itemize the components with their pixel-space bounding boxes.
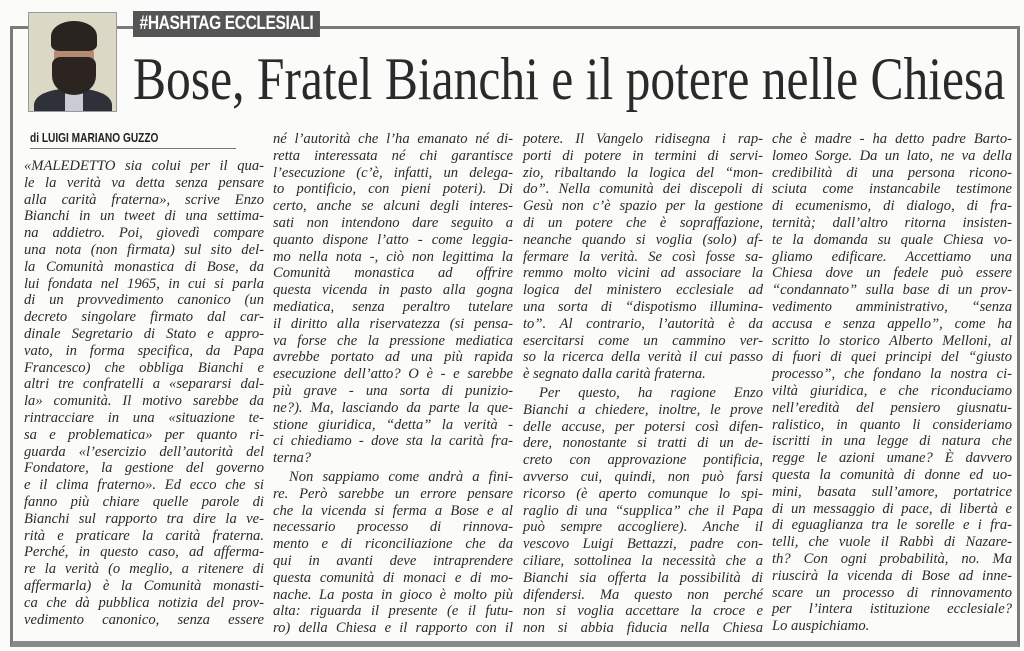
- text-line: Non sappiamo come andrà a fini-: [289, 468, 513, 485]
- text-line: sa e problematica» per quanto ri-: [24, 426, 264, 443]
- text-line: terna?: [273, 450, 312, 467]
- text-line: certo, anche se alcuni degli interes-: [273, 198, 513, 215]
- text-line: rintracciare in una «situazione te-: [24, 409, 264, 426]
- text-line: logica del ministero ecclesiale ad: [523, 282, 763, 299]
- text-line: va forse che la pressione mediatica: [273, 332, 513, 349]
- text-line: potere. Il Vangelo ridisegna i rap-: [523, 131, 763, 147]
- text-line: che è madre - ha detto padre Barto-: [772, 131, 1012, 147]
- text-line: la Comunità monastica di Bose, da: [24, 258, 264, 275]
- text-line: decreto singolare firmato dal car-: [24, 309, 264, 326]
- text-line: che la vicenda si ferma a Bose e al: [273, 502, 513, 519]
- text-line: difendersi. Ma questo non perché: [523, 586, 763, 603]
- text-line: ciliare, sottolinea la necessità che a: [523, 552, 763, 569]
- text-line: lui fondata nel 1965, in cui si parla: [24, 275, 264, 292]
- text-line: viltà giuridica, e che riconduciamo: [772, 382, 1012, 399]
- text-line: dere, nonostante si tratti di un de-: [523, 435, 763, 452]
- text-line: esecuzione dell’atto? O è - e sarebbe: [273, 366, 513, 383]
- text-line: né l’autorità che l’ha emanato né di-: [273, 131, 513, 147]
- text-line: accusa e senza appello”, come ha: [772, 315, 1012, 332]
- text-line: altri tre confratelli a «separarsi dal-: [24, 376, 264, 393]
- text-line: vescovo Luigi Bettazzi, padre con-: [523, 536, 763, 553]
- text-line: iscritti in una legge di natura che: [772, 433, 1012, 450]
- text-line: Bianchi sul rapporto tra dire la ve-: [24, 510, 264, 527]
- text-line: “condannato” sulla base di un prov-: [772, 282, 1012, 299]
- text-line: ro) della Chiesa e il rapporto con il: [273, 620, 513, 637]
- article-column-4: [772, 131, 1012, 637]
- text-line: qui in avanti deve intraprendere: [273, 552, 513, 569]
- text-line: necessario processo di rinnova-: [273, 519, 513, 536]
- text-line: alta: riguarda il presente (e il futu-: [273, 603, 513, 620]
- text-line: la» comunità. Il motivo sarebbe da: [24, 393, 264, 410]
- text-line: le la verità va detta senza pensare: [24, 174, 264, 191]
- text-line: do”. Nella comunità dei discepoli di: [523, 181, 763, 198]
- text-line: na addietro. Poi, giovedì compare: [24, 225, 264, 242]
- text-line: Francesco) che obbliga Bianchi e: [24, 359, 264, 376]
- text-line: di un messaggio di pace, di libertà e: [772, 500, 1012, 517]
- text-line: una nota (non firmata) sul sito del-: [24, 241, 264, 258]
- text-line: questa la comunità di donne ed uo-: [772, 466, 1012, 483]
- text-line: gliamo edificare. Accettiamo una: [772, 248, 1012, 265]
- text-line: stione giuridica, “detta” la verità -: [273, 416, 513, 433]
- text-line: questa vicenda in pasto alla gogna: [273, 282, 513, 299]
- text-line: te la domanda su quale Chiesa vo-: [772, 231, 1012, 248]
- text-line: ralistico, in quanto li consideriamo: [772, 416, 1012, 433]
- text-line: esercitarsi come un cammino ver-: [523, 332, 763, 349]
- text-line: di un potere che è sopraffazione,: [523, 214, 763, 231]
- text-line: fanno più chiare quelle parole di: [24, 493, 264, 510]
- text-line: non si abbia fiducia nella Chiesa: [523, 620, 763, 637]
- text-line: rità e praticare la carità fraterna.: [24, 527, 264, 544]
- text-line: quanto dispone l’atto - come leggia-: [273, 231, 513, 248]
- text-line: to pontificio, con pieni poteri). Di: [273, 181, 513, 198]
- text-line: ne?). Ma, lasciando da parte la que-: [273, 399, 513, 416]
- text-line: Chiesa dove un fedele può essere: [772, 265, 1012, 282]
- author-photo: [28, 12, 117, 112]
- text-line: guarda «l’esercizio dell’autorità del: [24, 443, 264, 460]
- text-line: scritto lo storico Alberto Melloni, al: [772, 332, 1012, 349]
- article-column-3: [523, 131, 763, 639]
- text-line: affermarla) è la Comunità monasti-: [24, 577, 264, 594]
- text-line: riuscirà la vicenda di Bose ad inne-: [772, 567, 1012, 584]
- text-line: Comunità monastica ad offrire: [273, 265, 513, 282]
- text-line: credibilità di una persona ricono-: [772, 164, 1012, 181]
- text-line: telli, che vuole il Rabbì di Nazare-: [772, 534, 1012, 551]
- text-line: ternità; dall’altro ritorna insisten-: [772, 214, 1012, 231]
- text-line: neanche quando si voglia (solo) af-: [523, 231, 763, 248]
- text-line: nell’eredità del pensiero giusnatu-: [772, 399, 1012, 416]
- paragraph: [273, 131, 513, 467]
- text-line: e il clima fraterno». Ed ecco che si: [24, 477, 264, 494]
- text-line: so la ricerca della verità il cui passo: [523, 349, 763, 366]
- text-line: raglio di una “supplica” che il Papa: [523, 502, 763, 519]
- section-tag: #HASHTAG ECCLESIALI: [133, 11, 320, 37]
- text-line: Bianchi a chiedere, inoltre, le prove: [523, 401, 763, 418]
- text-line: Per questo, ha ragione Enzo: [539, 384, 763, 401]
- text-line: non si voglia accettare la croce e: [523, 603, 763, 620]
- text-line: l’esecuzione (c’è, infatti, un delega-: [273, 164, 513, 181]
- text-line: avrebbe portato ad una più rapida: [273, 349, 513, 366]
- text-line: il diritto alla riservatezza (si pensa-: [273, 315, 513, 332]
- text-line: zio, ribaltando la logica del “mon-: [523, 164, 763, 181]
- text-line: regge le azioni umane? È davvero: [772, 450, 1012, 467]
- paragraph: [772, 131, 1012, 635]
- text-line: porti di potere in termini di servi-: [523, 147, 763, 164]
- text-line: Perché, in questo caso, ad afferma-: [24, 544, 264, 561]
- text-line: questa comunità di monaci e di mo-: [273, 569, 513, 586]
- text-line: Bianchi sia offerta la possibilità di: [523, 569, 763, 586]
- text-line: mini, basata sull’amore, portatrice: [772, 483, 1012, 500]
- text-line: per l’intera istituzione ecclesiale?: [772, 601, 1012, 618]
- text-line: creto con approvazione pontificia,: [523, 452, 763, 469]
- text-line: vedimento amministrativo, “senza: [772, 298, 1012, 315]
- text-line: sciuta come instancabile testimone: [772, 181, 1012, 198]
- text-line: re la verità (o meglio, a ritenere di: [24, 561, 264, 578]
- text-line: delle accuse, per potersi così difen-: [523, 418, 763, 435]
- text-line: Bianchi in un tweet di una settima-: [24, 208, 264, 225]
- text-line: dinale Segretario di Stato e appro-: [24, 325, 264, 342]
- text-line: retta interessata né chi garantisce: [273, 147, 513, 164]
- text-line: lomeo Sorge. Da un lato, ne va della: [772, 147, 1012, 164]
- text-line: mento e di riconciliazione che da: [273, 536, 513, 553]
- text-line: è segnato dalla carità fraterna.: [523, 366, 706, 383]
- paragraph: [523, 131, 763, 383]
- paragraph: [24, 158, 264, 628]
- text-line: «MALEDETTO sia colui per il qua-: [24, 158, 264, 174]
- text-line: sati non intendono dare seguito a: [273, 214, 513, 231]
- text-line: alla carità fraterna», scrive Enzo: [24, 191, 264, 208]
- text-line: di fuori di quei principi del “giusto: [772, 349, 1012, 366]
- text-line: può sempre accogliere). Anche il: [523, 519, 763, 536]
- text-line: Lo auspichiamo.: [772, 618, 870, 635]
- text-line: remmo molto vicini ad associare la: [523, 265, 763, 282]
- text-line: nache. La posta in gioco è molto più: [273, 586, 513, 603]
- text-line: processo”, che fondano la nostra ci-: [772, 366, 1012, 383]
- text-line: th? Con ogni probabilità, no. Ma: [772, 550, 1012, 567]
- text-line: scare un processo di rinnovamento: [772, 584, 1012, 601]
- text-line: vato, in forma specifica, da Papa: [24, 342, 264, 359]
- text-line: re. Però sarebbe un errore pensare: [273, 485, 513, 502]
- text-line: avverso cui, quindi, non può farsi: [523, 468, 763, 485]
- text-line: vedimento canonico, senza essere: [24, 611, 264, 628]
- author-name: di LUIGI MARIANO GUZZO: [30, 130, 159, 145]
- text-line: mo nella nota -, ciò non legittima la: [273, 248, 513, 265]
- text-line: di ecumenismo, di dialogo, di fra-: [772, 198, 1012, 215]
- text-line: ci chiediamo - dove sta la carità fra-: [273, 433, 513, 450]
- text-line: mediatica, senza peraltro tutelare: [273, 298, 513, 315]
- headline: Bose, Fratel Bianchi e il potere nelle Chiesa: [133, 46, 1006, 112]
- text-line: più grave - una sorta di punizio-: [273, 382, 513, 399]
- text-line: ca che dà pubblica notizia del prov-: [24, 594, 264, 611]
- text-line: di eguaglianza tra le sorelle e i fra-: [772, 517, 1012, 534]
- paragraph: [273, 469, 513, 637]
- text-line: di un provvedimento canonico (un: [24, 292, 264, 309]
- text-line: Fondatore, la gestione del governo: [24, 460, 264, 477]
- paragraph: [523, 385, 763, 637]
- text-line: una sorta di “dispotismo illumina-: [523, 298, 763, 315]
- byline: [30, 130, 236, 149]
- article-column-2: [273, 131, 513, 639]
- text-line: to”. Al contrario, l’autorità è da: [523, 315, 763, 332]
- article-column-1: [24, 158, 264, 630]
- text-line: ricorso (è aperto comunque lo spi-: [523, 485, 763, 502]
- text-line: fermare la verità. Se così fosse sa-: [523, 248, 763, 265]
- text-line: Gesù non c’è spazio per la gestione: [523, 198, 763, 215]
